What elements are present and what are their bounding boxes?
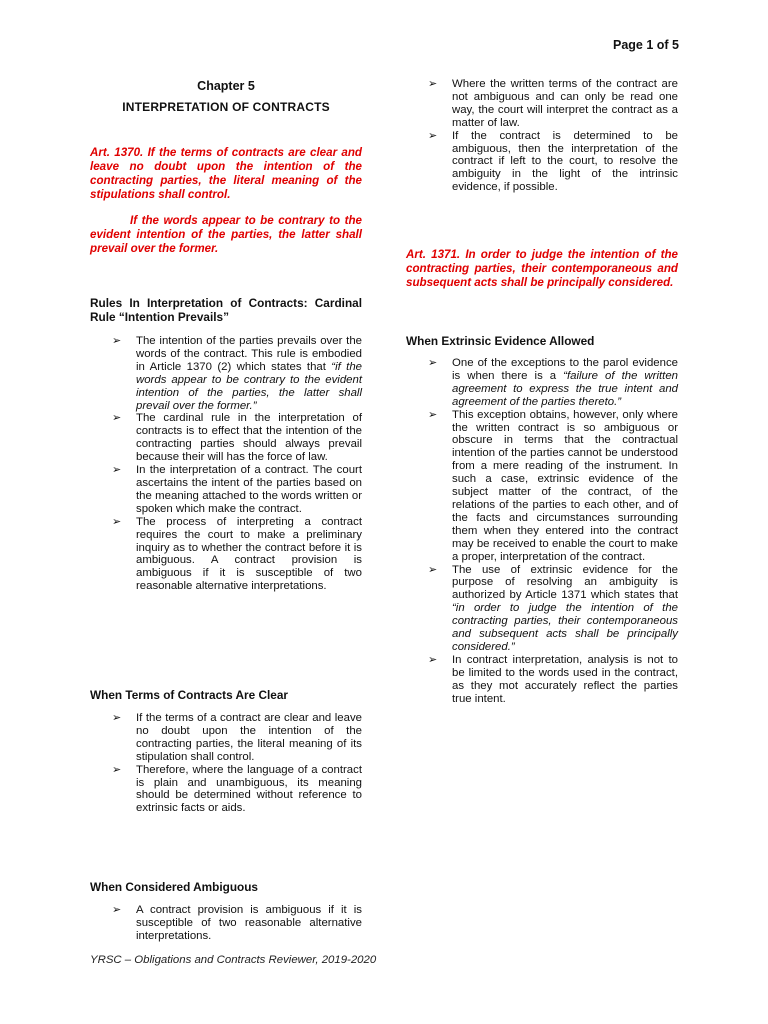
arrowhead-bullet-icon: ➢ — [112, 464, 122, 477]
footer: YRSC – Obligations and Contracts Reviewer, 2019-2020 — [90, 954, 377, 966]
extrinsic-list — [406, 357, 678, 705]
list-item: ➢ If the contract is determined to be ambiguous, then the interpretation of the contract if left to the court, to resolve the ambiguity in the light of the intrinsic evidence, if possible. — [428, 129, 678, 194]
chapter-title: INTERPRETATION OF CONTRACTS — [122, 100, 330, 114]
arrowhead-bullet-icon: ➢ — [428, 357, 438, 369]
list-item: ➢ Therefore, where the language of a contract is plain and unambiguous, its meaning should be determined without reference to extrinsic facts or aids. — [112, 763, 362, 815]
list-item: ➢ A contract provision is ambiguous if it is susceptible of two reasonable alternative interpretations. — [112, 904, 362, 942]
arrowhead-bullet-icon: ➢ — [428, 653, 438, 666]
arrowhead-bullet-icon: ➢ — [428, 129, 438, 142]
list-item: ➢ In contract interpretation, analysis is not to be limited to the words used in the contract, as they mot accurately reflect the parties true intent. — [428, 653, 678, 705]
arrowhead-bullet-icon: ➢ — [428, 563, 438, 576]
arrowhead-bullet-icon: ➢ — [112, 335, 122, 347]
ambiguous-list — [90, 904, 362, 943]
arrowhead-bullet-icon: ➢ — [112, 412, 122, 425]
arrowhead-bullet-icon: ➢ — [428, 408, 438, 421]
rules-heading: Rules In Interpretation of Contracts: Cardinal Rule “Intention Prevails” — [90, 296, 362, 324]
ambiguous-heading: When Considered Ambiguous — [90, 880, 258, 894]
list-item: ➢ The cardinal rule in the interpretation of contracts is to effect that the intention of the contracting parties should always prevail because their will has the force of law. — [112, 412, 362, 464]
court-interpretation-list — [406, 78, 678, 194]
clear-heading: When Terms of Contracts Are Clear — [90, 688, 288, 702]
arrowhead-bullet-icon: ➢ — [112, 763, 122, 776]
page-number: Page 1 of 5 — [613, 38, 679, 52]
arrowhead-bullet-icon: ➢ — [428, 78, 438, 90]
list-item: ➢ In the interpretation of a contract. The court ascertains the intent of the parties based on the meaning attached to the words written or spoken which make the contract. — [112, 464, 362, 515]
clear-list — [90, 712, 362, 815]
list-item: ➢ This exception obtains, however, only where the written contract is so ambiguous or obscure in terms that the contractual intention of the parties cannot be understood from a mere reading of the instrument. In such a case, extrinsic evidence of the subject matter of the contract, of the relations of the parties to each other, and of the facts and circumstances surrounding them when they entered into the contract may be received to enable the court to make a proper, interpretation of the contract. — [428, 408, 678, 563]
arrowhead-bullet-icon: ➢ — [112, 515, 122, 528]
list-item: ➢ If the terms of a contract are clear and leave no doubt upon the intention of the contracting parties, the literal meaning of its stipulation shall control. — [112, 712, 362, 763]
arrowhead-bullet-icon: ➢ — [112, 904, 122, 916]
article-1370 — [90, 146, 362, 256]
list-item: ➢ Where the written terms of the contract are not ambiguous and can only be read one way, the court will interpret the contract as a matter of law. — [428, 78, 678, 129]
article-1371: Art. 1371. In order to judge the intention of the contracting parties, their contemporaneous and subsequent acts shall be principally considered. — [406, 248, 678, 289]
article-1370-second: If the words appear to be contrary to the evident intention of the parties, the latter shall prevail over the former. — [90, 214, 362, 255]
list-item: ➢ The intention of the parties prevails over the words of the contract. This rule is embodied in Article 1370 (2) which states that “if the words appear to be contrary to the evident intention of the parties, the latter shall prevail over the former.” — [112, 335, 362, 412]
chapter-label: Chapter 5 — [197, 79, 255, 93]
list-item: ➢ The use of extrinsic evidence for the purpose of resolving an ambiguity is authorized by Article 1371 which states that “in order to judge the intention of the contracting parties, their contemporaneous and subsequent acts shall be principally considered.” — [428, 563, 678, 653]
list-item: ➢ The process of interpreting a contract requires the court to make a preliminary inquiry as to whether the contract before it is ambiguous. A contract provision is ambiguous if it is susceptible of two reasonable alternative interpretations. — [112, 515, 362, 593]
arrowhead-bullet-icon: ➢ — [112, 712, 122, 724]
list-item: ➢ One of the exceptions to the parol evidence is when there is a “failure of the written agreement to express the true intent and agreement of the parties thereto.” — [428, 357, 678, 408]
extrinsic-heading: When Extrinsic Evidence Allowed — [406, 334, 595, 348]
article-1370-main: Art. 1370. If the terms of contracts are clear and leave no doubt upon the intention of the contracting parties, the literal meaning of the stipulations shall control. — [90, 146, 362, 201]
rules-list — [90, 335, 362, 593]
